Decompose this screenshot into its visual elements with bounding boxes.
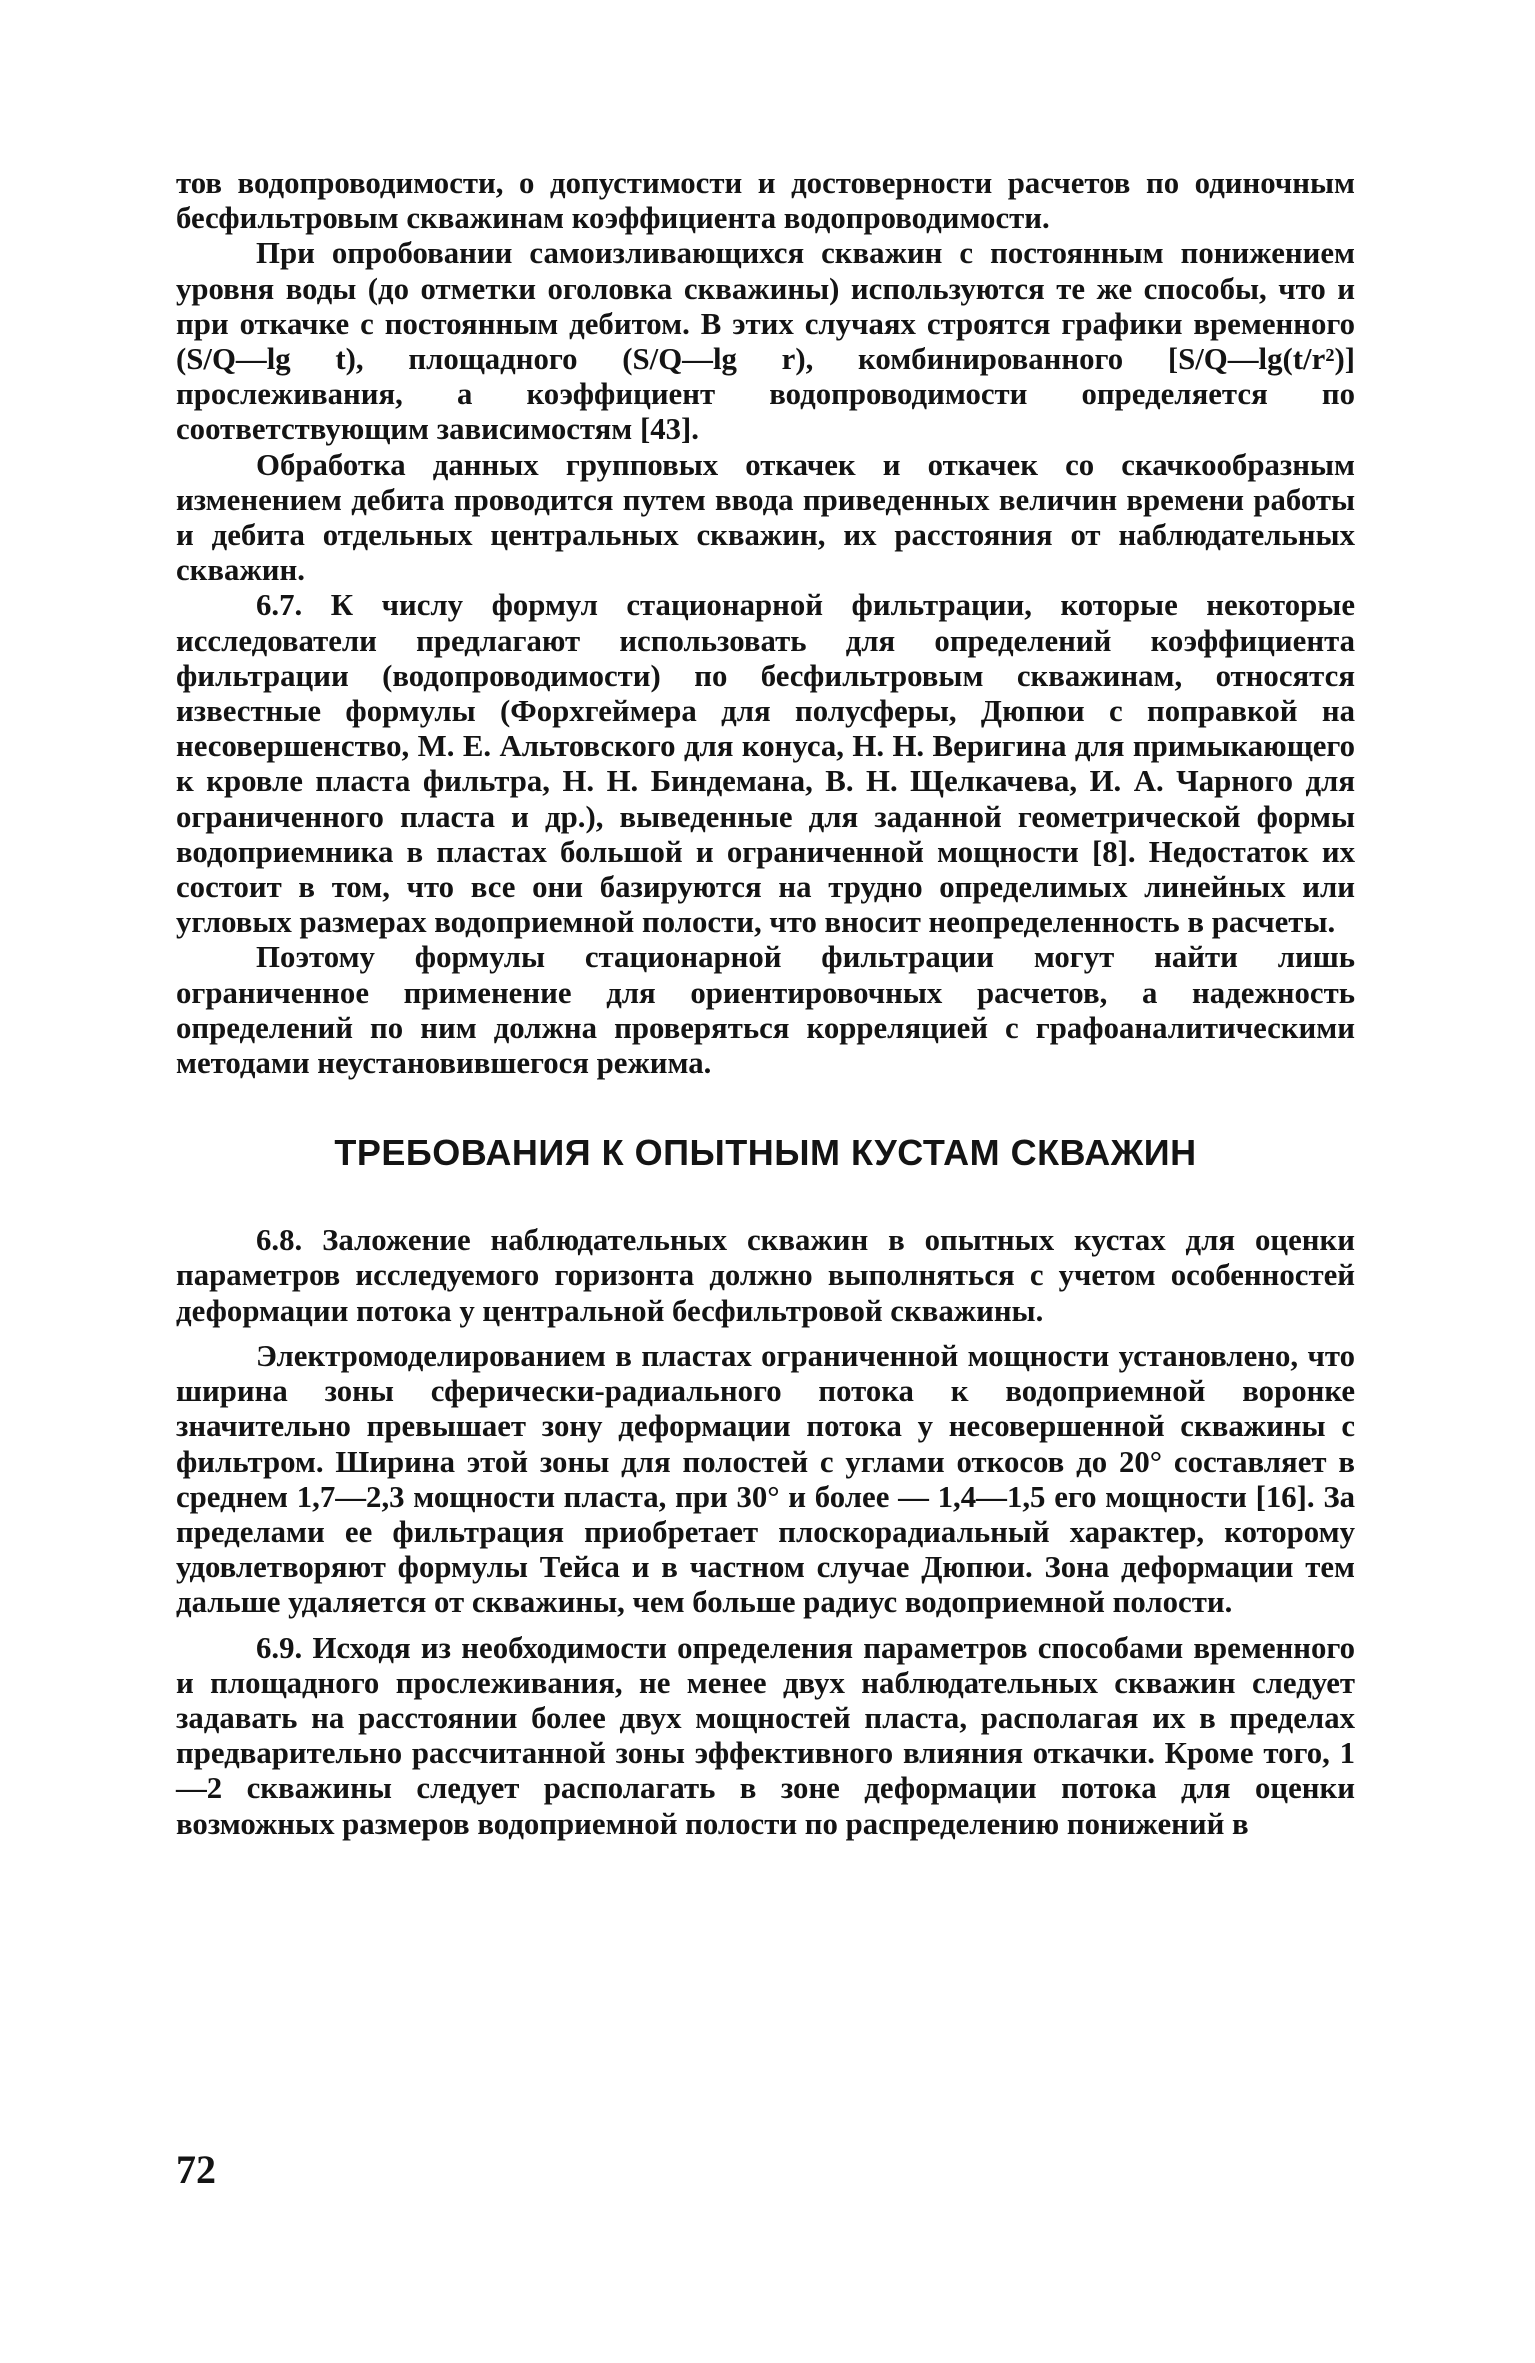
section-heading: ТРЕБОВАНИЯ К ОПЫТНЫМ КУСТАМ СКВАЖИН (334, 1132, 1197, 1174)
page-number: 72 (176, 2147, 216, 2192)
paragraph-group-pumping: Обработка данных групповых откачек и откачек со скачкообразным изменением дебита проводится путем ввода приведенных величин времени работы и дебита отдельных центральных скважин, их расстояния от наблюдательных скважин. (176, 447, 1355, 588)
paragraph-stationary-formulas: Поэтому формулы стационарной фильтрации могут найти лишь ограниченное применение для ориентировочных расчетов, а надежность определений по ним должна проверяться корреляцией с графоаналитическими методами неустановившегося режима. (176, 940, 1355, 1081)
page-body (176, 166, 1355, 1842)
paragraph-6-8: 6.8. Заложение наблюдательных скважин в опытных кустах для оценки параметров исследуемого горизонта должно выполняться с учетом особенностей деформации потока у центральной бесфильтровой скважины. (176, 1223, 1355, 1328)
paragraph-6-9: 6.9. Исходя из необходимости определения параметров способами временного и площадного прослеживания, не менее двух наблюдательных скважин следует задавать на расстоянии более двух мощностей пласта, располагая их в пределах предварительно рассчитанной зоны эффективного влияния откачки. Кроме того, 1—2 скважины следует располагать в зоне деформации потока для оценки возможных размеров водоприемной полости по распределению понижений в (176, 1630, 1355, 1841)
paragraph-electromodeling: Электромоделированием в пластах ограниченной мощности установлено, что ширина зоны сферически-радиального потока к водоприемной воронке значительно превышает зону деформации потока у несовершенной скважины с фильтром. Ширина этой зоны для полостей с углами откосов до 20° составляет в среднем 1,7—2,3 мощности пласта, при 30° и более — 1,4—1,5 его мощности [16]. За пределами ее фильтрация приобретает плоскорадиальный характер, которому удовлетворяют формулы Тейса и в частном случае Дюпюи. Зона деформации тем дальше удаляется от скважины, чем больше радиус водоприемной полости. (176, 1338, 1355, 1620)
paragraph-self-flowing-wells: При опробовании самоизливающихся скважин с постоянным понижением уровня воды (до отметки оголовка скважины) используются те же способы, что и при откачке с постоянным дебитом. В этих случаях строятся графики временного (S/Q—lg t), площадного (S/Q—lg r), комбинированного [S/Q—lg(t/r²)] прослеживания, а коэффициент водопроводимости определяется по соответствующим зависимостям [43]. (176, 236, 1355, 447)
paragraph-continuation: тов водопроводимости, о допустимости и достоверности расчетов по одиночным бесфильтровым скважинам коэффициента водопроводимости. (176, 166, 1355, 236)
paragraph-6-7: 6.7. К числу формул стационарной фильтрации, которые некоторые исследователи предлагают использовать для определений коэффициента фильтрации (водопроводимости) по бесфильтровым скважинам, относятся известные формулы (Форхгеймера для полусферы, Дюпюи с поправкой на несовершенство, М. Е. Альтовского для конуса, Н. Н. Веригина для примыкающего к кровле пласта фильтра, Н. Н. Биндемана, В. Н. Щелкачева, И. А. Чарного для ограниченного пласта и др.), выведенные для заданной геометрической формы водоприемника в пластах большой и ограниченной мощности [8]. Недостаток их состоит в том, что все они базируются на трудно определимых линейных или угловых размерах водоприемной полости, что вносит неопределенность в расчеты. (176, 588, 1355, 940)
